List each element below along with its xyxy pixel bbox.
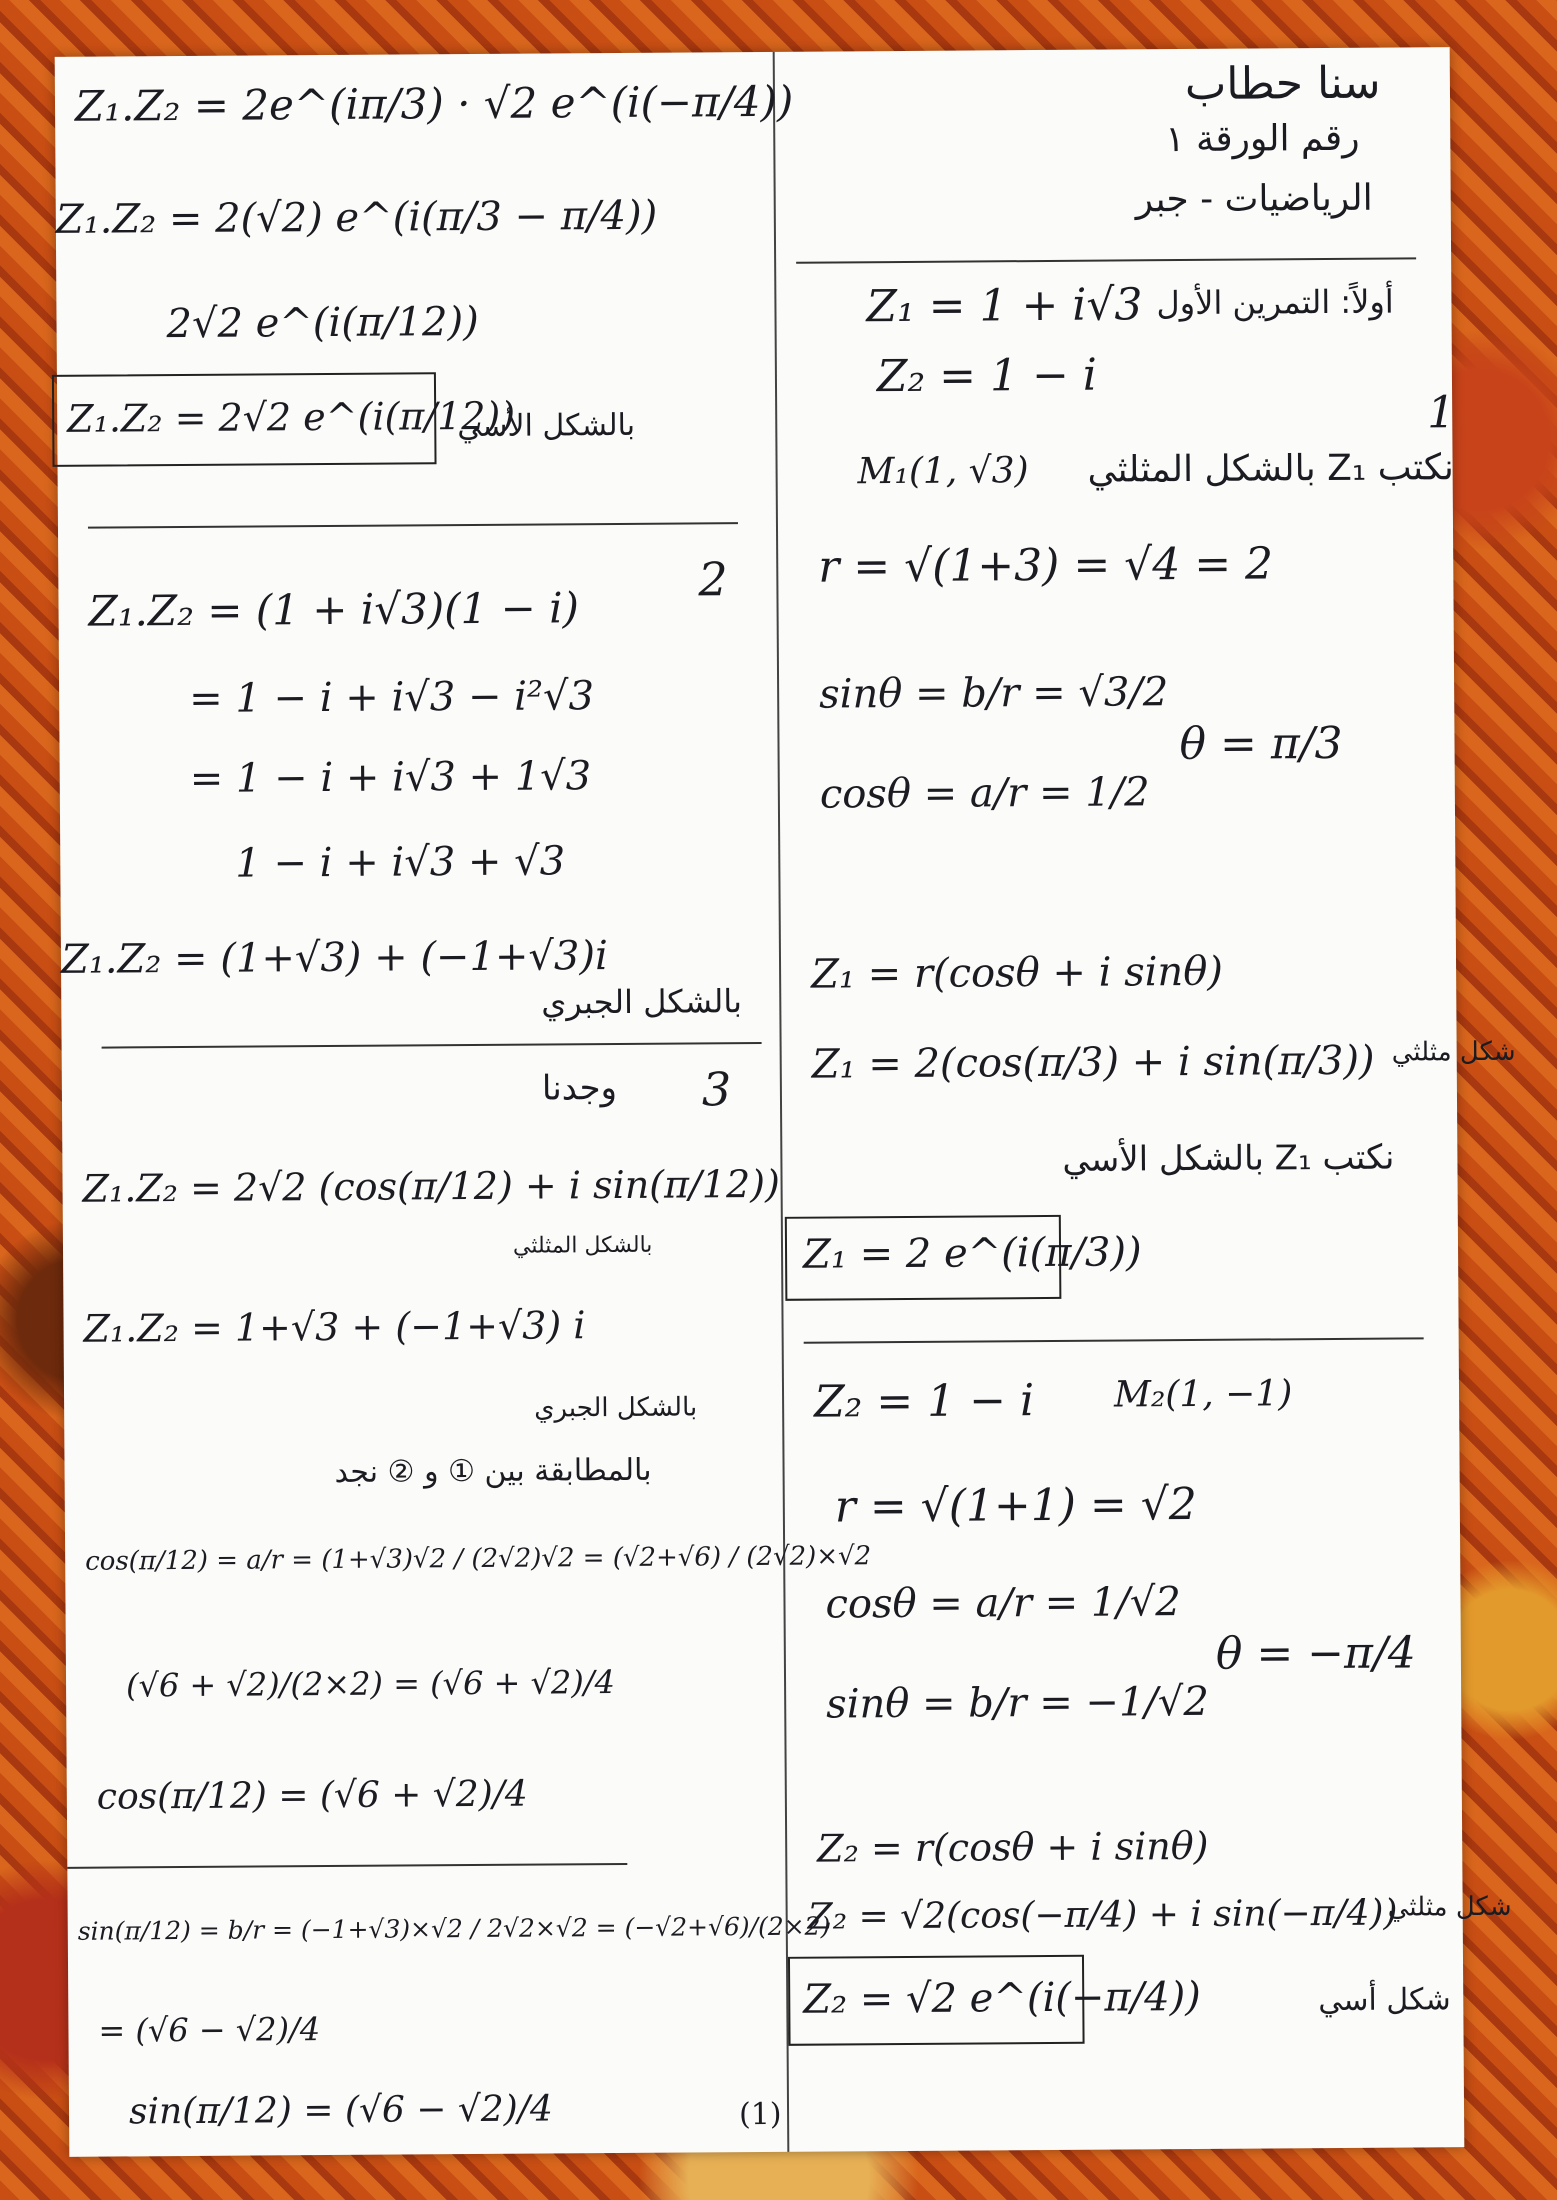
sin2: sinθ = b/r = −1/√2: [826, 1678, 1209, 1728]
z1-definition: Z₁ = 1 + i√3: [866, 279, 1143, 333]
exp2-result: Z₂ = √2 e^(i(−π/4)): [803, 1973, 1201, 2023]
cos-step2: (√6 + √2)/(2×2) = (√6 + √2)/4: [125, 1663, 616, 1705]
sin-result: sin(π/12) = (√6 − √2)/4: [128, 2088, 553, 2133]
q2-line4: 1 − i + i√3 + √3: [235, 838, 566, 887]
z1-rule: [804, 1337, 1424, 1343]
r1: r = √(1+3) = √4 = 2: [818, 538, 1274, 593]
m1-point: M₁(1, √3): [857, 450, 1029, 493]
trig2-note: شكل مثلثي: [1387, 1891, 1512, 1923]
trig2-value: Z₂ = √2(cos(−π/4) + i sin(−π/4)): [807, 1892, 1398, 1938]
q1-line2: Z₁.Z₂ = 2(√2) e^(i(π/3 − π/4)): [55, 192, 658, 243]
q3-intro: وجدنا: [541, 1067, 618, 1109]
q2-line3: = 1 − i + i√3 + 1√3: [189, 753, 592, 802]
page-number: (1): [738, 2096, 782, 2133]
trig1-general: Z₁ = r(cosθ + i sinθ): [810, 948, 1224, 998]
cos-result: cos(π/12) = (√6 + √2)/4: [96, 1773, 528, 1818]
cos-step1: cos(π/12) = a/r = (1+√3)√2 / (2√2)√2 = (√2+√6) / (2√2)×√2: [85, 1541, 872, 1577]
theta2: θ = −π/4: [1215, 1627, 1416, 1680]
q1-boxed-result: Z₁.Z₂ = 2√2 e^(i(π/12)): [67, 393, 516, 441]
sin-step1: sin(π/12) = b/r = (−1+√3)×√2 / 2√2×√2 = (−√2+√6)/(2×2): [77, 1911, 831, 1946]
q1-line3: 2√2 e^(i(π/12)): [166, 298, 479, 348]
section-title: أولاً: التمرين الأول: [1156, 282, 1394, 323]
cos-rule: [67, 1863, 627, 1869]
z1-intro: نكتب Z₁ بالشكل المثلثي: [1087, 447, 1454, 491]
q3-line3-note: بالمطابقة بين ① و ② نجد: [334, 1452, 652, 1490]
part-number: 1: [1427, 387, 1456, 439]
cos2: cosθ = a/r = 1/√2: [825, 1579, 1181, 1628]
trig2-general: Z₂ = r(cosθ + i sinθ): [817, 1823, 1209, 1871]
q1-rule: [88, 522, 738, 529]
z2-definition: Z₂ = 1 − i: [876, 349, 1098, 403]
q2-number: 2: [698, 552, 728, 607]
subject: الرياضيات - جبر: [1135, 177, 1373, 221]
z2-line: Z₂ = 1 − i: [813, 1375, 1035, 1428]
q1-line1: Z₁.Z₂ = 2e^(iπ/3) · √2 e^(i(−π/4)): [74, 76, 794, 131]
student-name: سنا حطاب: [1184, 57, 1381, 111]
column-divider: [773, 52, 790, 2152]
exp1-result: Z₁ = 2 e^(i(π/3)): [802, 1229, 1142, 1278]
sin-step2: = (√6 − √2)/4: [98, 2010, 321, 2050]
q3-line2-note: بالشكل الجبري: [534, 1392, 698, 1424]
r2: r = √(1+1) = √2: [834, 1478, 1197, 1533]
q2-rule: [102, 1042, 762, 1049]
q2-note: بالشكل الجبري: [541, 982, 743, 1022]
header-rule: [796, 257, 1416, 263]
theta1: θ = π/3: [1179, 717, 1343, 771]
cos1: cosθ = a/r = 1/2: [819, 769, 1150, 818]
q3-line2: Z₁.Z₂ = 1+√3 + (−1+√3) i: [83, 1303, 586, 1351]
sin1: sinθ = b/r = √3/2: [818, 669, 1169, 718]
m2-point: M₂(1, −1): [1113, 1373, 1293, 1416]
q2-line1: Z₁.Z₂ = (1 + i√3)(1 − i): [88, 583, 580, 636]
q2-line5: Z₁.Z₂ = (1+√3) + (−1+√3)i: [60, 933, 608, 983]
trig1-value: Z₁ = 2(cos(π/3) + i sin(π/3)): [811, 1037, 1375, 1088]
q3-line1-note: بالشكل المثلثي: [512, 1232, 653, 1259]
handwritten-sheet: [55, 47, 1516, 2157]
q3-number: 3: [701, 1062, 732, 1117]
exp2-note: شكل أسي: [1318, 1982, 1451, 2019]
sheet-number: رقم الورقة ١: [1165, 117, 1360, 161]
trig1-note: شكل مثلثي: [1391, 1036, 1516, 1068]
q3-line1: Z₁.Z₂ = 2√2 (cos(π/12) + i sin(π/12)): [82, 1161, 780, 1211]
q2-line2: = 1 − i + i√3 − i²√3: [189, 673, 595, 722]
exp1-intro: نكتب Z₁ بالشكل الأسي: [1062, 1137, 1395, 1180]
q1-note: بالشكل الأسي: [457, 407, 636, 445]
